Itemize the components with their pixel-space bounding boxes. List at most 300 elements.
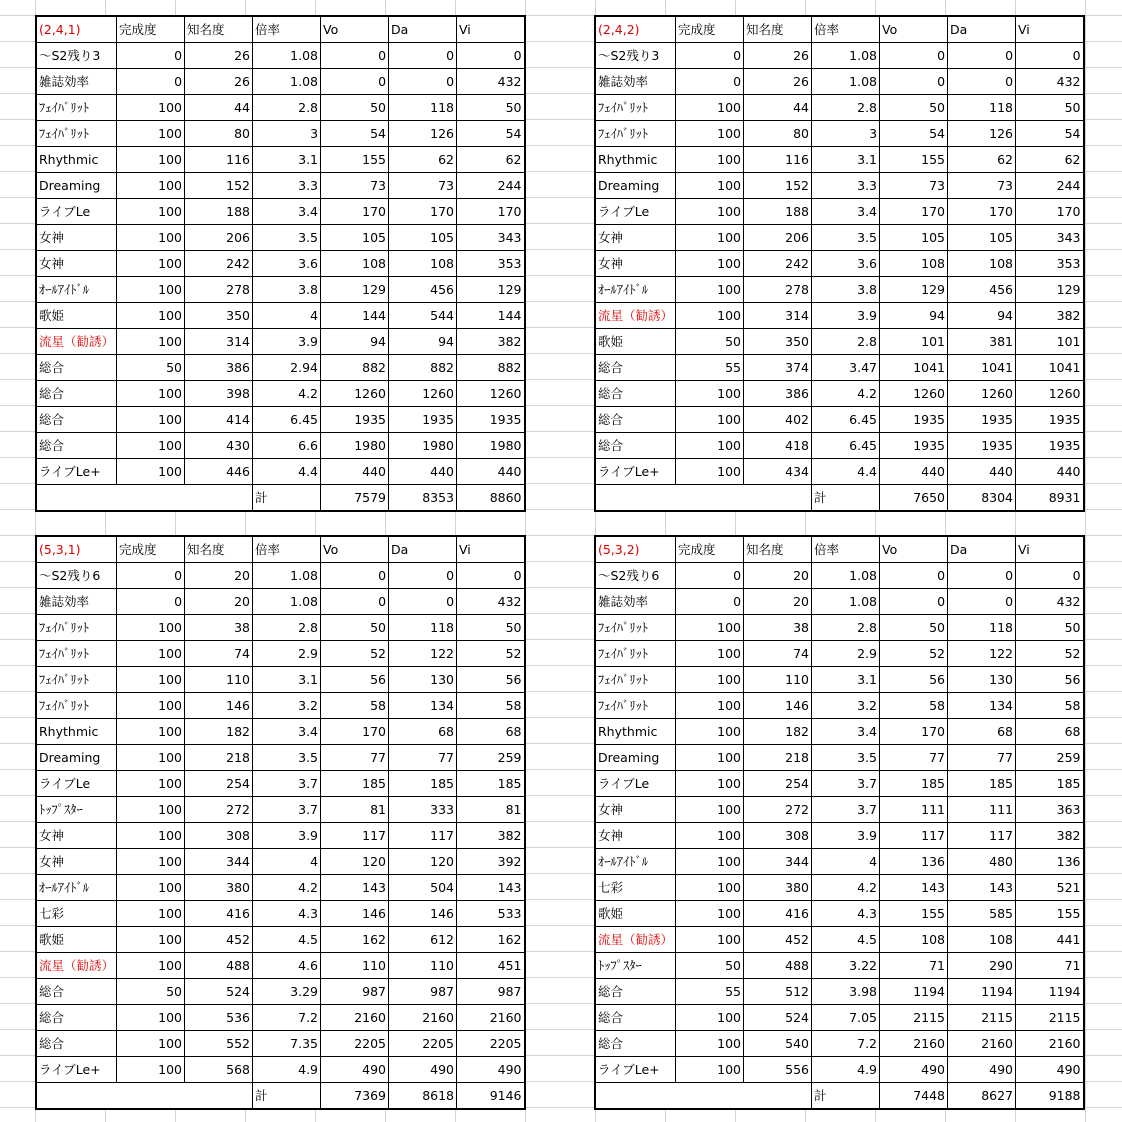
- total-value-cell[interactable]: 8353: [389, 485, 457, 512]
- value-cell[interactable]: 77: [880, 745, 948, 771]
- value-cell[interactable]: 4.2: [253, 875, 321, 901]
- value-cell[interactable]: 0: [321, 69, 389, 95]
- value-cell[interactable]: 3.1: [812, 667, 880, 693]
- value-cell[interactable]: 122: [389, 641, 457, 667]
- row-label-cell[interactable]: 流星（勧誘）: [36, 953, 117, 979]
- value-cell[interactable]: 50: [321, 615, 389, 641]
- value-cell[interactable]: 1.08: [812, 589, 880, 615]
- value-cell[interactable]: 74: [185, 641, 253, 667]
- value-cell[interactable]: 100: [676, 1057, 744, 1083]
- value-cell[interactable]: 1980: [321, 433, 389, 459]
- value-cell[interactable]: 2205: [321, 1031, 389, 1057]
- value-cell[interactable]: 6.6: [253, 433, 321, 459]
- value-cell[interactable]: 58: [1016, 693, 1084, 719]
- value-cell[interactable]: 2.8: [812, 615, 880, 641]
- value-cell[interactable]: 100: [117, 953, 185, 979]
- row-label-cell[interactable]: ライブLe+: [36, 459, 117, 485]
- value-cell[interactable]: 50: [321, 95, 389, 121]
- value-cell[interactable]: 136: [880, 849, 948, 875]
- total-value-cell[interactable]: 8618: [389, 1083, 457, 1110]
- value-cell[interactable]: 170: [880, 199, 948, 225]
- value-cell[interactable]: 100: [117, 251, 185, 277]
- value-cell[interactable]: 129: [457, 277, 525, 303]
- value-cell[interactable]: 100: [676, 875, 744, 901]
- value-cell[interactable]: 490: [321, 1057, 389, 1083]
- value-cell[interactable]: 1.08: [812, 69, 880, 95]
- value-cell[interactable]: 0: [676, 43, 744, 69]
- column-header[interactable]: Vo: [321, 16, 389, 43]
- empty-cell[interactable]: [676, 1083, 744, 1110]
- value-cell[interactable]: 108: [948, 251, 1016, 277]
- value-cell[interactable]: 56: [321, 667, 389, 693]
- value-cell[interactable]: 100: [117, 901, 185, 927]
- value-cell[interactable]: 4.9: [812, 1057, 880, 1083]
- value-cell[interactable]: 50: [1016, 95, 1084, 121]
- row-label-cell[interactable]: 歌姫: [36, 927, 117, 953]
- value-cell[interactable]: 440: [457, 459, 525, 485]
- column-header[interactable]: 倍率: [253, 536, 321, 563]
- value-cell[interactable]: 440: [880, 459, 948, 485]
- value-cell[interactable]: 987: [457, 979, 525, 1005]
- value-cell[interactable]: 2160: [1016, 1031, 1084, 1057]
- value-cell[interactable]: 2115: [1016, 1005, 1084, 1031]
- value-cell[interactable]: 4.5: [812, 927, 880, 953]
- column-header[interactable]: Vi: [1016, 536, 1084, 563]
- value-cell[interactable]: 146: [744, 693, 812, 719]
- value-cell[interactable]: 116: [185, 147, 253, 173]
- value-cell[interactable]: 100: [676, 459, 744, 485]
- row-label-cell[interactable]: 雑誌効率: [36, 69, 117, 95]
- value-cell[interactable]: 218: [744, 745, 812, 771]
- value-cell[interactable]: 55: [676, 355, 744, 381]
- total-value-cell[interactable]: 8860: [457, 485, 525, 512]
- value-cell[interactable]: 1935: [880, 407, 948, 433]
- row-label-cell[interactable]: 雑誌効率: [595, 589, 676, 615]
- row-label-cell[interactable]: ﾄｯﾌﾟｽﾀｰ: [36, 797, 117, 823]
- value-cell[interactable]: 440: [1016, 459, 1084, 485]
- value-cell[interactable]: 100: [117, 745, 185, 771]
- block-title[interactable]: (5,3,1): [36, 536, 117, 563]
- row-label-cell[interactable]: ﾌｪｲﾊﾞﾘｯﾄ: [595, 95, 676, 121]
- value-cell[interactable]: 50: [676, 329, 744, 355]
- value-cell[interactable]: 314: [744, 303, 812, 329]
- value-cell[interactable]: 129: [1016, 277, 1084, 303]
- value-cell[interactable]: 0: [117, 69, 185, 95]
- value-cell[interactable]: 100: [676, 121, 744, 147]
- value-cell[interactable]: 100: [676, 407, 744, 433]
- value-cell[interactable]: 0: [948, 563, 1016, 589]
- column-header[interactable]: Vo: [321, 536, 389, 563]
- column-header[interactable]: 知名度: [744, 536, 812, 563]
- value-cell[interactable]: 80: [744, 121, 812, 147]
- value-cell[interactable]: 3.9: [253, 329, 321, 355]
- row-label-cell[interactable]: 総合: [36, 355, 117, 381]
- row-label-cell[interactable]: 歌姫: [595, 329, 676, 355]
- value-cell[interactable]: 100: [117, 147, 185, 173]
- value-cell[interactable]: 244: [1016, 173, 1084, 199]
- value-cell[interactable]: 100: [676, 615, 744, 641]
- column-header[interactable]: 知名度: [185, 16, 253, 43]
- total-value-cell[interactable]: 7650: [880, 485, 948, 512]
- value-cell[interactable]: 26: [185, 43, 253, 69]
- value-cell[interactable]: 386: [744, 381, 812, 407]
- row-label-cell[interactable]: ﾌｪｲﾊﾞﾘｯﾄ: [36, 667, 117, 693]
- value-cell[interactable]: 100: [676, 693, 744, 719]
- empty-cell[interactable]: [744, 1083, 812, 1110]
- column-header[interactable]: 完成度: [117, 536, 185, 563]
- value-cell[interactable]: 68: [948, 719, 1016, 745]
- value-cell[interactable]: 68: [1016, 719, 1084, 745]
- value-cell[interactable]: 4.4: [253, 459, 321, 485]
- value-cell[interactable]: 100: [117, 875, 185, 901]
- column-header[interactable]: 完成度: [676, 16, 744, 43]
- value-cell[interactable]: 344: [185, 849, 253, 875]
- row-label-cell[interactable]: 流星（勧誘）: [595, 927, 676, 953]
- empty-cell[interactable]: [117, 1083, 185, 1110]
- value-cell[interactable]: 0: [948, 43, 1016, 69]
- value-cell[interactable]: 1.08: [253, 43, 321, 69]
- row-label-cell[interactable]: ｵｰﾙｱｲﾄﾞﾙ: [36, 875, 117, 901]
- value-cell[interactable]: 118: [389, 95, 457, 121]
- value-cell[interactable]: 100: [117, 823, 185, 849]
- value-cell[interactable]: 382: [457, 329, 525, 355]
- empty-cell[interactable]: [117, 485, 185, 512]
- value-cell[interactable]: 2.8: [253, 615, 321, 641]
- value-cell[interactable]: 0: [389, 589, 457, 615]
- value-cell[interactable]: 480: [948, 849, 1016, 875]
- value-cell[interactable]: 353: [457, 251, 525, 277]
- value-cell[interactable]: 108: [389, 251, 457, 277]
- column-header[interactable]: 知名度: [185, 536, 253, 563]
- value-cell[interactable]: 1935: [321, 407, 389, 433]
- value-cell[interactable]: 2160: [457, 1005, 525, 1031]
- value-cell[interactable]: 343: [1016, 225, 1084, 251]
- value-cell[interactable]: 254: [185, 771, 253, 797]
- value-cell[interactable]: 3.5: [812, 225, 880, 251]
- value-cell[interactable]: 94: [880, 303, 948, 329]
- value-cell[interactable]: 4: [253, 849, 321, 875]
- row-label-cell[interactable]: ～S2残り6: [595, 563, 676, 589]
- value-cell[interactable]: 26: [185, 69, 253, 95]
- value-cell[interactable]: 170: [321, 719, 389, 745]
- empty-cell[interactable]: [595, 485, 676, 512]
- row-label-cell[interactable]: 総合: [36, 1031, 117, 1057]
- value-cell[interactable]: 2160: [389, 1005, 457, 1031]
- value-cell[interactable]: 100: [676, 901, 744, 927]
- value-cell[interactable]: 4.6: [253, 953, 321, 979]
- value-cell[interactable]: 144: [321, 303, 389, 329]
- value-cell[interactable]: 185: [457, 771, 525, 797]
- value-cell[interactable]: 182: [744, 719, 812, 745]
- value-cell[interactable]: 290: [948, 953, 1016, 979]
- value-cell[interactable]: 100: [117, 407, 185, 433]
- block-title[interactable]: (2,4,2): [595, 16, 676, 43]
- value-cell[interactable]: 122: [948, 641, 1016, 667]
- value-cell[interactable]: 416: [744, 901, 812, 927]
- value-cell[interactable]: 146: [389, 901, 457, 927]
- value-cell[interactable]: 259: [457, 745, 525, 771]
- value-cell[interactable]: 1935: [1016, 433, 1084, 459]
- value-cell[interactable]: 7.2: [253, 1005, 321, 1031]
- value-cell[interactable]: 38: [185, 615, 253, 641]
- value-cell[interactable]: 129: [321, 277, 389, 303]
- value-cell[interactable]: 7.2: [812, 1031, 880, 1057]
- value-cell[interactable]: 490: [389, 1057, 457, 1083]
- value-cell[interactable]: 108: [880, 251, 948, 277]
- value-cell[interactable]: 26: [744, 69, 812, 95]
- column-header[interactable]: 倍率: [812, 16, 880, 43]
- value-cell[interactable]: 0: [389, 563, 457, 589]
- value-cell[interactable]: 118: [389, 615, 457, 641]
- value-cell[interactable]: 1935: [880, 433, 948, 459]
- value-cell[interactable]: 488: [744, 953, 812, 979]
- value-cell[interactable]: 882: [321, 355, 389, 381]
- value-cell[interactable]: 100: [676, 433, 744, 459]
- value-cell[interactable]: 0: [1016, 563, 1084, 589]
- value-cell[interactable]: 143: [321, 875, 389, 901]
- value-cell[interactable]: 432: [457, 589, 525, 615]
- value-cell[interactable]: 120: [321, 849, 389, 875]
- row-label-cell[interactable]: ライブLe: [36, 771, 117, 797]
- value-cell[interactable]: 110: [185, 667, 253, 693]
- value-cell[interactable]: 1935: [948, 433, 1016, 459]
- value-cell[interactable]: 58: [880, 693, 948, 719]
- value-cell[interactable]: 2.94: [253, 355, 321, 381]
- value-cell[interactable]: 108: [948, 927, 1016, 953]
- value-cell[interactable]: 1041: [948, 355, 1016, 381]
- value-cell[interactable]: 170: [389, 199, 457, 225]
- value-cell[interactable]: 170: [1016, 199, 1084, 225]
- value-cell[interactable]: 242: [185, 251, 253, 277]
- value-cell[interactable]: 3.22: [812, 953, 880, 979]
- value-cell[interactable]: 74: [744, 641, 812, 667]
- value-cell[interactable]: 50: [880, 95, 948, 121]
- value-cell[interactable]: 1935: [948, 407, 1016, 433]
- value-cell[interactable]: 101: [1016, 329, 1084, 355]
- row-label-cell[interactable]: Dreaming: [595, 745, 676, 771]
- row-label-cell[interactable]: ﾄｯﾌﾟｽﾀｰ: [595, 953, 676, 979]
- value-cell[interactable]: 105: [321, 225, 389, 251]
- value-cell[interactable]: 1980: [457, 433, 525, 459]
- value-cell[interactable]: 440: [948, 459, 1016, 485]
- value-cell[interactable]: 108: [321, 251, 389, 277]
- row-label-cell[interactable]: Rhythmic: [595, 719, 676, 745]
- value-cell[interactable]: 3.3: [253, 173, 321, 199]
- value-cell[interactable]: 94: [948, 303, 1016, 329]
- row-label-cell[interactable]: ﾌｪｲﾊﾞﾘｯﾄ: [595, 693, 676, 719]
- value-cell[interactable]: 512: [744, 979, 812, 1005]
- value-cell[interactable]: 244: [457, 173, 525, 199]
- value-cell[interactable]: 0: [321, 43, 389, 69]
- empty-cell[interactable]: [185, 485, 253, 512]
- value-cell[interactable]: 73: [389, 173, 457, 199]
- value-cell[interactable]: 452: [744, 927, 812, 953]
- value-cell[interactable]: 185: [1016, 771, 1084, 797]
- value-cell[interactable]: 0: [676, 589, 744, 615]
- value-cell[interactable]: 418: [744, 433, 812, 459]
- value-cell[interactable]: 80: [185, 121, 253, 147]
- total-value-cell[interactable]: 8304: [948, 485, 1016, 512]
- value-cell[interactable]: 77: [321, 745, 389, 771]
- column-header[interactable]: 完成度: [117, 16, 185, 43]
- value-cell[interactable]: 612: [389, 927, 457, 953]
- value-cell[interactable]: 1935: [389, 407, 457, 433]
- value-cell[interactable]: 432: [457, 69, 525, 95]
- row-label-cell[interactable]: 女神: [36, 251, 117, 277]
- total-label-cell[interactable]: 計: [253, 485, 321, 512]
- value-cell[interactable]: 3.1: [812, 147, 880, 173]
- value-cell[interactable]: 2160: [880, 1031, 948, 1057]
- value-cell[interactable]: 62: [389, 147, 457, 173]
- value-cell[interactable]: 100: [117, 121, 185, 147]
- value-cell[interactable]: 100: [676, 797, 744, 823]
- value-cell[interactable]: 62: [1016, 147, 1084, 173]
- row-label-cell[interactable]: ライブLe: [36, 199, 117, 225]
- value-cell[interactable]: 50: [117, 979, 185, 1005]
- value-cell[interactable]: 0: [457, 563, 525, 589]
- value-cell[interactable]: 524: [185, 979, 253, 1005]
- value-cell[interactable]: 100: [676, 147, 744, 173]
- value-cell[interactable]: 100: [676, 199, 744, 225]
- value-cell[interactable]: 0: [880, 563, 948, 589]
- value-cell[interactable]: 100: [117, 667, 185, 693]
- value-cell[interactable]: 4.9: [253, 1057, 321, 1083]
- value-cell[interactable]: 206: [185, 225, 253, 251]
- value-cell[interactable]: 170: [457, 199, 525, 225]
- value-cell[interactable]: 3.7: [253, 771, 321, 797]
- value-cell[interactable]: 0: [117, 43, 185, 69]
- value-cell[interactable]: 3.6: [253, 251, 321, 277]
- value-cell[interactable]: 117: [880, 823, 948, 849]
- value-cell[interactable]: 3.98: [812, 979, 880, 1005]
- value-cell[interactable]: 552: [185, 1031, 253, 1057]
- value-cell[interactable]: 155: [880, 901, 948, 927]
- value-cell[interactable]: 100: [117, 329, 185, 355]
- value-cell[interactable]: 100: [676, 1031, 744, 1057]
- value-cell[interactable]: 100: [676, 1005, 744, 1031]
- value-cell[interactable]: 278: [744, 277, 812, 303]
- row-label-cell[interactable]: ｵｰﾙｱｲﾄﾞﾙ: [595, 277, 676, 303]
- value-cell[interactable]: 100: [676, 225, 744, 251]
- row-label-cell[interactable]: 七彩: [36, 901, 117, 927]
- value-cell[interactable]: 58: [321, 693, 389, 719]
- value-cell[interactable]: 100: [117, 615, 185, 641]
- value-cell[interactable]: 155: [1016, 901, 1084, 927]
- value-cell[interactable]: 242: [744, 251, 812, 277]
- value-cell[interactable]: 1935: [457, 407, 525, 433]
- row-label-cell[interactable]: ﾌｪｲﾊﾞﾘｯﾄ: [595, 667, 676, 693]
- empty-cell[interactable]: [36, 485, 117, 512]
- value-cell[interactable]: 52: [457, 641, 525, 667]
- value-cell[interactable]: 105: [389, 225, 457, 251]
- value-cell[interactable]: 7.05: [812, 1005, 880, 1031]
- value-cell[interactable]: 440: [321, 459, 389, 485]
- value-cell[interactable]: 0: [117, 589, 185, 615]
- value-cell[interactable]: 120: [389, 849, 457, 875]
- value-cell[interactable]: 100: [117, 1005, 185, 1031]
- value-cell[interactable]: 68: [389, 719, 457, 745]
- value-cell[interactable]: 126: [948, 121, 1016, 147]
- value-cell[interactable]: 136: [1016, 849, 1084, 875]
- value-cell[interactable]: 314: [185, 329, 253, 355]
- column-header[interactable]: 知名度: [744, 16, 812, 43]
- value-cell[interactable]: 430: [185, 433, 253, 459]
- row-label-cell[interactable]: 雑誌効率: [595, 69, 676, 95]
- column-header[interactable]: Vi: [457, 536, 525, 563]
- value-cell[interactable]: 126: [389, 121, 457, 147]
- value-cell[interactable]: 414: [185, 407, 253, 433]
- value-cell[interactable]: 73: [321, 173, 389, 199]
- value-cell[interactable]: 1260: [948, 381, 1016, 407]
- value-cell[interactable]: 1.08: [253, 69, 321, 95]
- row-label-cell[interactable]: 総合: [36, 1005, 117, 1031]
- value-cell[interactable]: 58: [457, 693, 525, 719]
- value-cell[interactable]: 185: [948, 771, 1016, 797]
- row-label-cell[interactable]: ﾌｪｲﾊﾞﾘｯﾄ: [36, 95, 117, 121]
- value-cell[interactable]: 20: [744, 589, 812, 615]
- value-cell[interactable]: 81: [321, 797, 389, 823]
- value-cell[interactable]: 1980: [389, 433, 457, 459]
- row-label-cell[interactable]: 総合: [595, 433, 676, 459]
- value-cell[interactable]: 100: [117, 225, 185, 251]
- value-cell[interactable]: 4.2: [812, 381, 880, 407]
- empty-cell[interactable]: [744, 485, 812, 512]
- row-label-cell[interactable]: 総合: [595, 381, 676, 407]
- value-cell[interactable]: 4: [812, 849, 880, 875]
- value-cell[interactable]: 162: [457, 927, 525, 953]
- value-cell[interactable]: 77: [948, 745, 1016, 771]
- column-header[interactable]: Vo: [880, 16, 948, 43]
- row-label-cell[interactable]: ﾌｪｲﾊﾞﾘｯﾄ: [36, 641, 117, 667]
- row-label-cell[interactable]: ～S2残り6: [36, 563, 117, 589]
- value-cell[interactable]: 1.08: [812, 43, 880, 69]
- column-header[interactable]: Vo: [880, 536, 948, 563]
- value-cell[interactable]: 143: [880, 875, 948, 901]
- value-cell[interactable]: 6.45: [812, 407, 880, 433]
- value-cell[interactable]: 100: [676, 771, 744, 797]
- value-cell[interactable]: 504: [389, 875, 457, 901]
- value-cell[interactable]: 446: [185, 459, 253, 485]
- value-cell[interactable]: 1260: [321, 381, 389, 407]
- value-cell[interactable]: 0: [880, 589, 948, 615]
- total-value-cell[interactable]: 8931: [1016, 485, 1084, 512]
- row-label-cell[interactable]: 総合: [595, 979, 676, 1005]
- value-cell[interactable]: 3.4: [253, 719, 321, 745]
- value-cell[interactable]: 56: [457, 667, 525, 693]
- column-header[interactable]: Vi: [1016, 16, 1084, 43]
- value-cell[interactable]: 392: [457, 849, 525, 875]
- row-label-cell[interactable]: ﾌｪｲﾊﾞﾘｯﾄ: [595, 641, 676, 667]
- total-value-cell[interactable]: 9146: [457, 1083, 525, 1110]
- value-cell[interactable]: 882: [389, 355, 457, 381]
- value-cell[interactable]: 272: [744, 797, 812, 823]
- total-value-cell[interactable]: 9188: [1016, 1083, 1084, 1110]
- value-cell[interactable]: 105: [880, 225, 948, 251]
- value-cell[interactable]: 100: [117, 173, 185, 199]
- row-label-cell[interactable]: 総合: [36, 979, 117, 1005]
- block-title[interactable]: (2,4,1): [36, 16, 117, 43]
- row-label-cell[interactable]: ｵｰﾙｱｲﾄﾞﾙ: [595, 849, 676, 875]
- value-cell[interactable]: 185: [880, 771, 948, 797]
- value-cell[interactable]: 0: [880, 43, 948, 69]
- value-cell[interactable]: 100: [676, 95, 744, 121]
- value-cell[interactable]: 272: [185, 797, 253, 823]
- value-cell[interactable]: 50: [457, 615, 525, 641]
- value-cell[interactable]: 343: [457, 225, 525, 251]
- value-cell[interactable]: 50: [880, 615, 948, 641]
- value-cell[interactable]: 363: [1016, 797, 1084, 823]
- value-cell[interactable]: 130: [389, 667, 457, 693]
